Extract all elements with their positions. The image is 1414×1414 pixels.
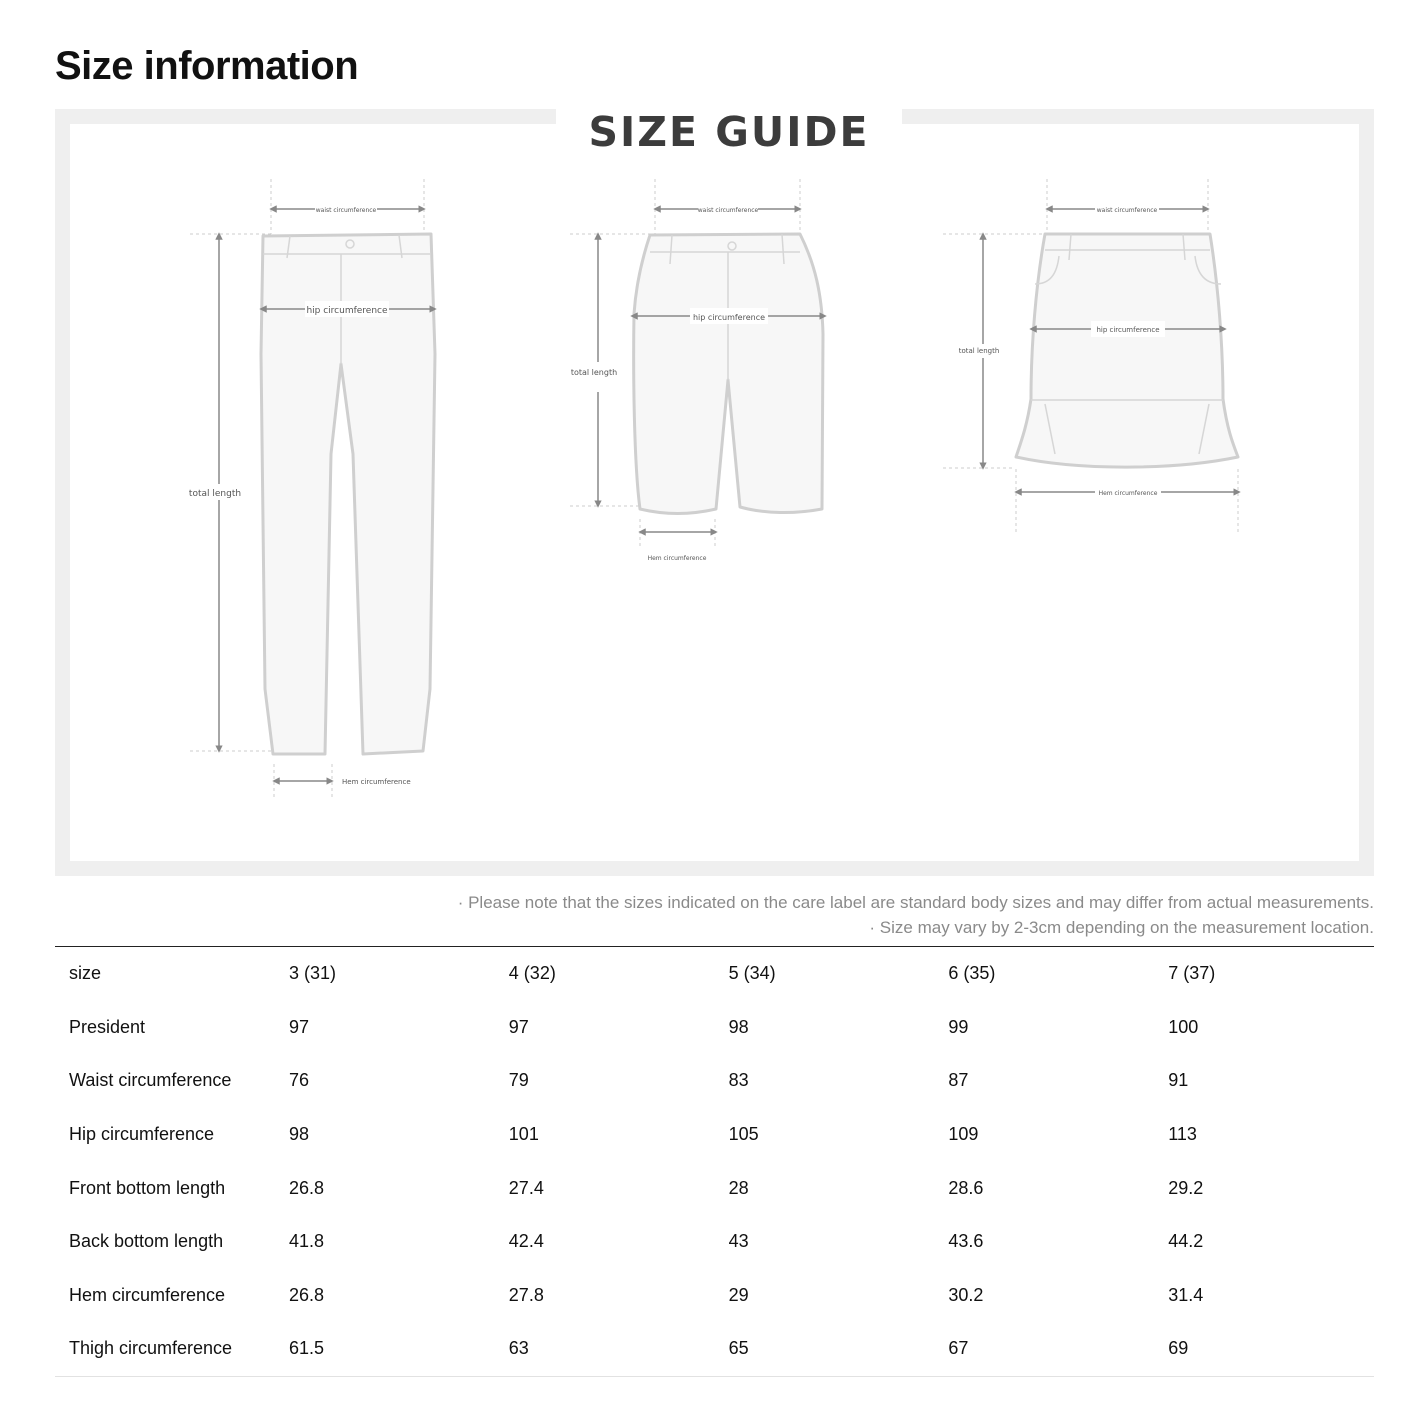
table-cell: 87 bbox=[948, 1070, 969, 1091]
header-cell: 3 (31) bbox=[289, 963, 337, 984]
pants-hip-label: hip circumference bbox=[306, 306, 388, 316]
shorts-length-label: total length bbox=[570, 368, 618, 377]
table-cell: 97 bbox=[508, 1016, 529, 1037]
row-label: Waist circumference bbox=[69, 1070, 232, 1091]
table-cell: 101 bbox=[508, 1124, 539, 1145]
table-cell: 44.2 bbox=[1168, 1231, 1204, 1252]
size-guide-image bbox=[55, 109, 1374, 876]
table-cell: 28.6 bbox=[948, 1177, 984, 1198]
table-cell: 42.4 bbox=[508, 1231, 544, 1252]
skirt-waist-label: waist circumference bbox=[1096, 207, 1158, 214]
table-cell: 30.2 bbox=[948, 1284, 984, 1305]
shorts-illustration bbox=[560, 174, 840, 574]
pants-length-label: total length bbox=[188, 489, 242, 499]
table-cell: 65 bbox=[728, 1338, 749, 1359]
size-guide-title: SIZE GUIDE bbox=[588, 108, 870, 156]
shorts-hem-label: Hem circumference bbox=[647, 555, 707, 562]
table-cell: 98 bbox=[289, 1124, 310, 1145]
table-cell: 69 bbox=[1168, 1338, 1189, 1359]
skirt-length-label: total length bbox=[958, 347, 1000, 355]
pants-illustration bbox=[165, 174, 465, 824]
table-cell: 97 bbox=[289, 1016, 310, 1037]
note-item: · Please note that the sizes indicated on the care label are standard body sizes and may differ from actual measurements. bbox=[457, 893, 1374, 912]
table-row bbox=[55, 1054, 1374, 1108]
table-cell: 29.2 bbox=[1168, 1177, 1204, 1198]
table-cell: 83 bbox=[728, 1070, 749, 1091]
table-row bbox=[55, 1001, 1374, 1055]
table-cell: 26.8 bbox=[289, 1177, 325, 1198]
shorts-waist-label: waist circumference bbox=[697, 207, 759, 214]
table-cell: 91 bbox=[1168, 1070, 1189, 1091]
shorts-hip-label: hip circumference bbox=[692, 313, 766, 322]
table-cell: 105 bbox=[728, 1124, 759, 1145]
pants-waist-label: waist circumference bbox=[315, 207, 377, 214]
row-label: Back bottom length bbox=[69, 1231, 224, 1252]
table-cell: 31.4 bbox=[1168, 1284, 1204, 1305]
header-cell: 6 (35) bbox=[948, 963, 996, 984]
table-row bbox=[55, 1269, 1374, 1323]
table-cell: 99 bbox=[948, 1016, 969, 1037]
table-row bbox=[55, 1322, 1374, 1376]
table-header-row bbox=[55, 947, 1374, 1001]
table-cell: 29 bbox=[728, 1284, 749, 1305]
table-cell: 79 bbox=[508, 1070, 529, 1091]
page-title: Size information bbox=[55, 44, 359, 88]
table-cell: 109 bbox=[948, 1124, 979, 1145]
table-cell: 67 bbox=[948, 1338, 969, 1359]
table-cell: 27.8 bbox=[508, 1284, 544, 1305]
header-cell: 4 (32) bbox=[508, 963, 556, 984]
table-cell: 41.8 bbox=[289, 1231, 325, 1252]
skirt-hip-label: hip circumference bbox=[1096, 326, 1160, 334]
row-label: Hip circumference bbox=[69, 1124, 215, 1145]
table-cell: 27.4 bbox=[508, 1177, 544, 1198]
row-label: Front bottom length bbox=[69, 1177, 226, 1198]
table-cell: 113 bbox=[1168, 1124, 1197, 1145]
header-cell: size bbox=[69, 963, 102, 984]
table-cell: 26.8 bbox=[289, 1284, 325, 1305]
table-cell: 61.5 bbox=[289, 1338, 325, 1359]
table-row bbox=[55, 1108, 1374, 1162]
header-cell: 5 (34) bbox=[728, 963, 776, 984]
table-cell: 28 bbox=[728, 1177, 749, 1198]
size-guide-panel bbox=[70, 108, 1359, 861]
row-label: Thigh circumference bbox=[69, 1338, 233, 1359]
row-label: President bbox=[69, 1016, 146, 1037]
skirt-illustration bbox=[935, 174, 1255, 544]
header-cell: 7 (37) bbox=[1168, 963, 1216, 984]
table-row bbox=[55, 1161, 1374, 1215]
table-cell: 43.6 bbox=[948, 1231, 984, 1252]
table-cell: 63 bbox=[508, 1338, 529, 1359]
measurement-notes bbox=[458, 890, 1374, 940]
row-label: Hem circumference bbox=[69, 1284, 226, 1305]
table-row bbox=[55, 1215, 1374, 1269]
pants-hem-label: Hem circumference bbox=[342, 778, 411, 786]
table-cell: 100 bbox=[1168, 1016, 1199, 1037]
table-cell: 43 bbox=[728, 1231, 749, 1252]
size-table bbox=[55, 946, 1374, 1377]
skirt-hem-label: Hem circumference bbox=[1098, 490, 1158, 497]
note-item: · Size may vary by 2-3cm depending on the measurement location. bbox=[869, 918, 1374, 937]
table-cell: 98 bbox=[728, 1016, 749, 1037]
table-cell: 76 bbox=[289, 1070, 310, 1091]
